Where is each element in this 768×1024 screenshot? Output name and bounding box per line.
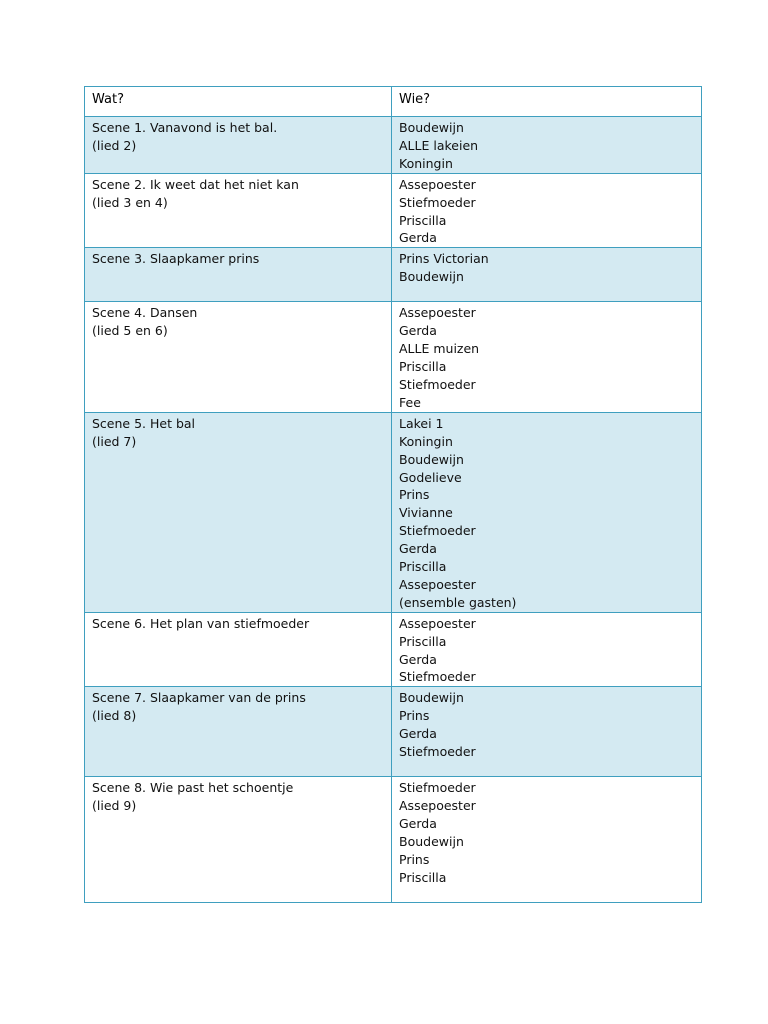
cast-member: Priscilla (399, 869, 447, 885)
scene-line: (lied 5 en 6) (92, 323, 168, 339)
cast-member: Boudewijn (399, 120, 464, 135)
cast-cell (392, 173, 702, 248)
cast-member: Stiefmoeder (399, 376, 476, 392)
table-row (85, 687, 702, 777)
cast-member: Godelieve (399, 469, 462, 485)
cast-cell (392, 777, 702, 903)
scene-cell (85, 248, 392, 302)
scene-line: (lied 3 en 4) (92, 194, 168, 210)
cast-member: Assepoester (399, 798, 476, 814)
scene-cast-table (84, 86, 702, 903)
header-wie: Wie? (392, 87, 702, 117)
cast-member: ALLE muizen (399, 341, 480, 357)
scene-cell (85, 117, 392, 174)
cast-cell (392, 687, 702, 777)
cast-member: Stiefmoeder (399, 523, 476, 539)
cast-member: Gerda (399, 323, 437, 339)
scene-line: (lied 7) (92, 433, 137, 449)
header-wat: Wat? (85, 87, 392, 117)
cast-member: Stiefmoeder (399, 780, 476, 796)
scene-cell (85, 687, 392, 777)
table-row (85, 412, 702, 612)
cast-member: Gerda (399, 651, 437, 667)
cast-member: Stiefmoeder (399, 744, 476, 760)
table-row (85, 302, 702, 412)
cast-member: Gerda (399, 726, 437, 742)
cast-member: Assepoester (399, 305, 476, 321)
scene-cell (85, 173, 392, 248)
table-row (85, 173, 702, 248)
table-header-row (85, 87, 702, 117)
cast-member: Gerda (399, 230, 437, 246)
cast-member: Vivianne (399, 505, 453, 521)
table-row (85, 117, 702, 174)
cast-cell (392, 612, 702, 687)
cast-member: Prins (399, 708, 430, 724)
cast-member: Lakei 1 (399, 415, 444, 431)
cast-member: Koningin (399, 155, 453, 171)
cast-member: Prins (399, 852, 430, 867)
cast-cell (392, 412, 702, 612)
cast-member: Assepoester (399, 576, 476, 592)
cast-member: Prins (399, 487, 430, 503)
cast-member: Priscilla (399, 359, 447, 375)
cast-member: ALLE lakeien (399, 137, 479, 153)
scene-line: Scene 6. Het plan van stiefmoeder (92, 615, 310, 631)
scene-cell (85, 612, 392, 687)
cast-member: Boudewijn (399, 690, 464, 706)
table-row (85, 248, 702, 302)
scene-cell (85, 302, 392, 412)
cast-member: Koningin (399, 433, 453, 449)
scene-line: Scene 7. Slaapkamer van de prins (92, 690, 306, 706)
cast-member: Boudewijn (399, 451, 464, 467)
cast-member: Gerda (399, 541, 437, 557)
cast-cell (392, 248, 702, 302)
cast-member: Gerda (399, 816, 437, 832)
cast-cell (392, 117, 702, 174)
cast-member: Priscilla (399, 559, 447, 575)
scene-line: (lied 9) (92, 798, 137, 814)
scene-line: Scene 3. Slaapkamer prins (92, 251, 260, 267)
cast-cell (392, 302, 702, 412)
cast-member: Priscilla (399, 212, 447, 228)
cast-member: Boudewijn (399, 269, 464, 285)
scene-line: Scene 5. Het bal (92, 415, 196, 431)
cast-member: Stiefmoeder (399, 194, 476, 210)
table-row (85, 777, 702, 903)
cast-member: (ensemble gasten) (399, 594, 517, 610)
table-body (85, 87, 702, 903)
scene-line: Scene 8. Wie past het schoentje (92, 780, 294, 796)
scene-line: Scene 2. Ik weet dat het niet kan (92, 176, 299, 192)
scene-line: (lied 2) (92, 137, 137, 153)
scene-cell (85, 412, 392, 612)
cast-member: Fee (399, 394, 421, 410)
table-row (85, 612, 702, 687)
cast-member: Prins Victorian (399, 251, 489, 267)
cast-member: Boudewijn (399, 834, 464, 850)
scene-cell (85, 777, 392, 903)
cast-member: Priscilla (399, 633, 447, 649)
cast-member: Assepoester (399, 615, 476, 631)
cast-member: Assepoester (399, 176, 476, 192)
scene-line: (lied 8) (92, 708, 137, 724)
cast-member: Stiefmoeder (399, 669, 476, 685)
scene-line: Scene 1. Vanavond is het bal. (92, 120, 278, 135)
scene-line: Scene 4. Dansen (92, 305, 198, 321)
